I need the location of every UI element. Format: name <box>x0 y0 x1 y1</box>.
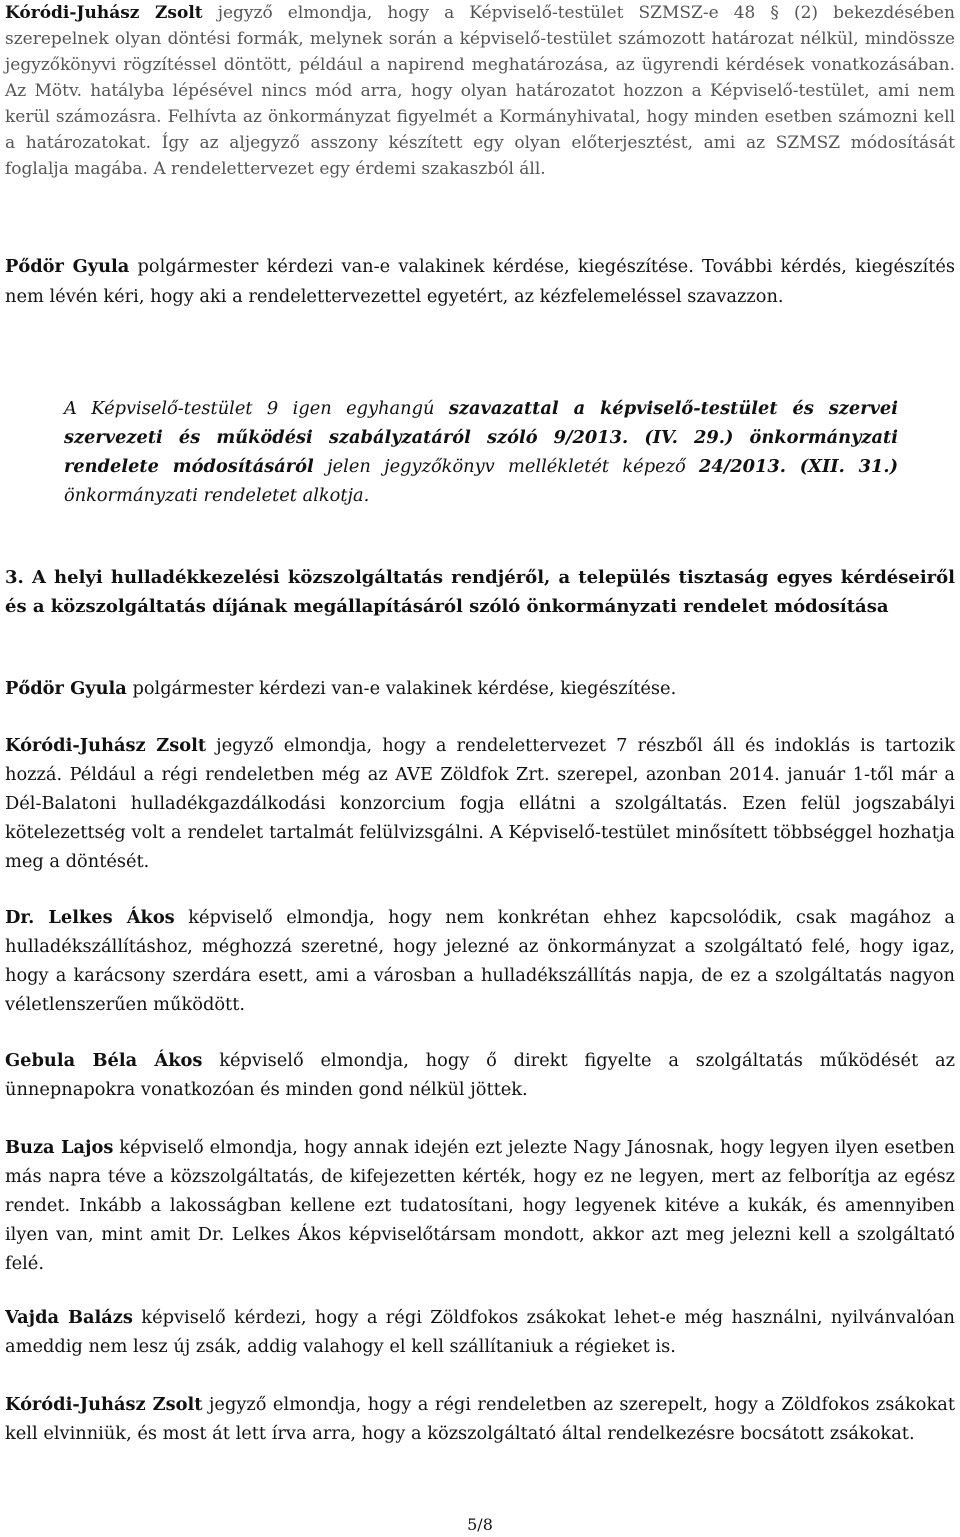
speaker-name: Pődör Gyula <box>5 256 130 277</box>
paragraph-text: jegyző elmondja, hogy a rendelettervezet 7 részből áll és indoklás is tartozik hozzá. Például a régi rendeletben még az AVE Zöldfok Zrt. szerepel, azonban 2014. január 1-től már a Dél-Balatoni hulladékgazdálkodási konzorcium fogja ellátni a szolgáltatás. Ezen felül jogszabályi kötelezettség volt a rendelet tartalmát felülvizsgálni. A Képviselő-testület minősített többséggel hozhatja meg a döntését. <box>5 735 955 872</box>
paragraph <box>5 674 955 703</box>
resolution-part: önkormányzati rendeletet alkotja. <box>64 485 370 506</box>
resolution-part: jelen jegyzőkönyv mellékletét képező <box>313 456 699 477</box>
paragraph <box>5 1046 955 1104</box>
paragraph <box>5 1133 955 1278</box>
section-heading: 3. A helyi hulladékkezelési közszolgáltatás rendjéről, a település tisztaság egyes kérdéseiről és a közszolgáltatás díjának megállapításáról szóló önkormányzati rendelet módosítása <box>5 567 955 617</box>
section-sign: § <box>770 3 779 23</box>
paragraph-text: képviselő kérdezi, hogy a régi Zöldfokos zsákokat lehet-e még használni, nyilvánvalóan ameddig nem lesz új zsák, addig valahogy el kell szállítaniuk a régieket is. <box>5 1307 955 1357</box>
paragraph-text: képviselő elmondja, hogy ő direkt figyelte a szolgáltatás működését az ünnepnapokra vonatkozóan és minden gond nélkül jöttek. <box>5 1050 956 1100</box>
resolution-number: 24/2013. (XII. 31.) <box>699 456 899 477</box>
resolution-title: szavazattal a képviselő-testület és szervei szervezeti és működési szabályzatáról szóló 9/2013. (IV. 29.) önkormányzati rendelete módosításáról <box>64 398 898 477</box>
paragraph <box>5 1303 955 1361</box>
paragraph-text: polgármester kérdezi van-e valakinek kérdése, kiegészítése. További kérdés, kiegészítés nem lévén kéri, hogy aki a rendelettervezettel egyetért, az kézfelemeléssel szavazzon. <box>5 256 955 307</box>
paragraph-szmsz <box>5 0 955 182</box>
resolution-text <box>64 394 898 510</box>
speaker-name: Dr. Lelkes Ákos <box>5 907 175 928</box>
paragraph <box>5 903 955 1019</box>
speaker-name: Kóródi-Juhász Zsolt <box>5 1394 203 1415</box>
speaker-name: Pődör Gyula <box>5 678 127 699</box>
paragraph-text: jegyző elmondja, hogy a régi rendeletben az szerepelt, hogy a Zöldfokos zsákokat kell elvinniük, és most át lett írva arra, hogy a közszolgáltató által rendelkezésre bocsátott zsákokat. <box>5 1394 955 1444</box>
paragraph-text: képviselő elmondja, hogy annak idején ezt jelezte Nagy Jánosnak, hogy legyen ilyen esetben más napra téve a közszolgáltatás, de kifejezetten kérték, hogy ez ne legyen, mert az felborítja az egész rendet. Inkább a lakosságban kellene ezt tudatosítani, hogy legyenek kitéve a kukák, és amennyiben ilyen van, mint amit Dr. Lelkes Ákos képviselőtársam mondott, akkor azt meg jelezni kell a szolgáltató felé. <box>5 1137 955 1274</box>
speaker-name: Buza Lajos <box>5 1137 114 1158</box>
paragraph-text: képviselő elmondja, hogy nem konkrétan ehhez kapcsolódik, csak magához a hulladékszállításhoz, méghozzá szeretné, hogy jelezné az önkormányzat a szolgáltató felé, hogy igaz, hogy a karácsony szerdára esett, ami a városban a hulladékszállítás napja, de ez a szolgáltatás nagyon véletlenszerűen működött. <box>5 907 956 1015</box>
speaker-name: Vajda Balázs <box>5 1307 133 1328</box>
speaker-name: Kóródi-Juhász Zsolt <box>5 735 207 756</box>
page-number: 5/8 <box>467 1515 493 1534</box>
paragraph <box>5 731 955 876</box>
paragraph-text: (2) bekezdésében szerepelnek olyan döntési formák, melynek során a képviselő-testület számozott határozat nélkül, mindössze jegyzőkönyvi rögzítéssel döntött, például a napirend meghatározása, az ügyrendi kérdések vonatkozásában. Az Mötv. hatályba lépésével nincs mód arra, hogy olyan határozatot hozzon a Képviselő-testület, ami nem kerül számozásra. Felhívta az önkormányzat figyelmét a Kormányhivatal, hogy minden esetben számozni kell a határozatokat. Így az aljegyző asszony készített egy olyan előterjesztést, ami az SZMSZ módosítását foglalja magába. A rendelettervezet egy érdemi szakaszból áll. <box>5 3 955 179</box>
speaker-name: Gebula Béla Ákos <box>5 1050 203 1071</box>
speaker-name: Kóródi-Juhász Zsolt <box>5 3 203 23</box>
paragraph-text: polgármester kérdezi van-e valakinek kérdése, kiegészítése. <box>126 678 677 699</box>
paragraph <box>5 1390 955 1448</box>
paragraph-vote-call <box>5 252 955 312</box>
resolution-part: A Képviselő-testület 9 igen egyhangú <box>64 398 449 419</box>
paragraph-text: jegyző elmondja, hogy a Képviselő-testület SZMSZ-e 48 <box>202 3 771 23</box>
